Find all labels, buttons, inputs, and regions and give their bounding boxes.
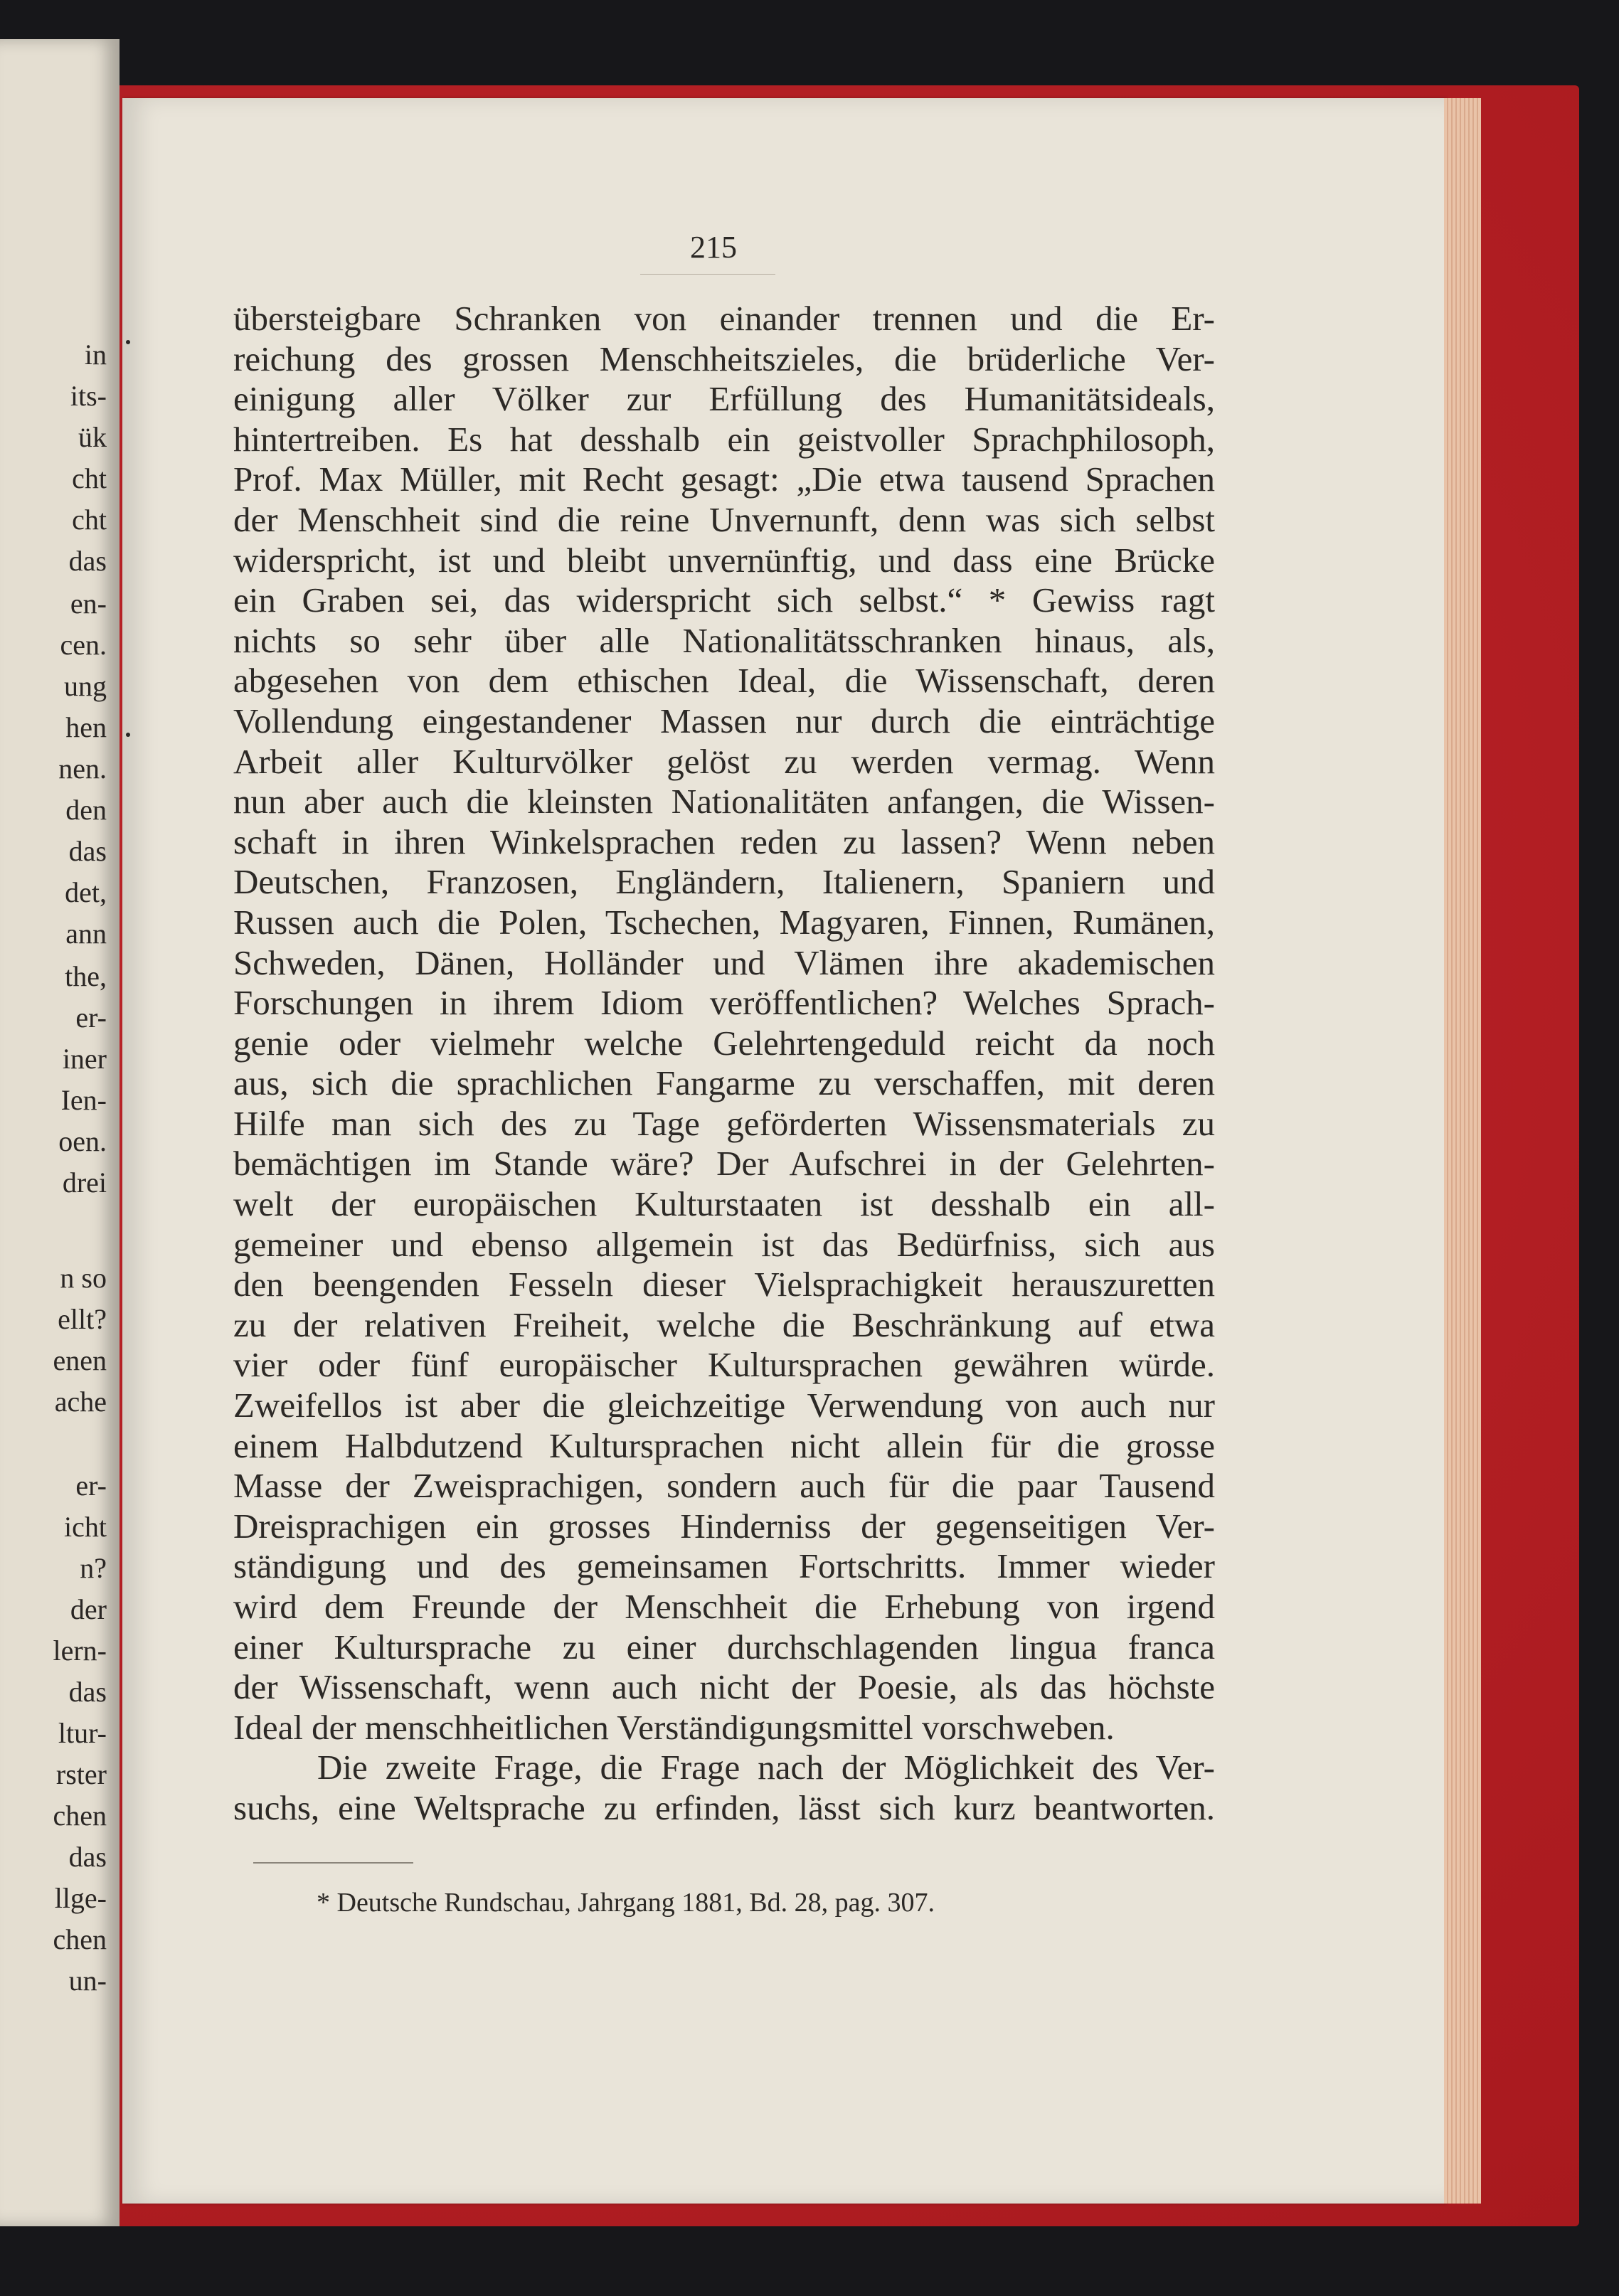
previous-page-fragment: den <box>65 794 107 826</box>
previous-page-fragment: das <box>68 835 107 867</box>
text-line: welt der europäischen Kulturstaaten ist desshalb ein all- <box>233 1184 1215 1224</box>
text-line: reichung des grossen Menschheitszieles, die brüderliche Ver- <box>233 339 1215 378</box>
previous-page-fragment: ltur- <box>58 1717 107 1749</box>
previous-page-fragment: das <box>68 1841 107 1873</box>
previous-page-fragment: llge- <box>54 1882 107 1914</box>
text-line: vier oder fünf europäischer Kultursprachen gewähren würde. <box>233 1345 1215 1385</box>
previous-page-fragment: hen <box>65 711 107 743</box>
text-line: gemeiner und ebenso allgemein ist das Bedürfniss, sich aus <box>233 1224 1215 1264</box>
previous-page-fragment: enen <box>53 1344 107 1376</box>
text-line: einem Halbdutzend Kultursprachen nicht allein für die grosse <box>233 1425 1215 1465</box>
text-line: einigung aller Völker zur Erfüllung des Humanitätsideals, <box>233 379 1215 419</box>
previous-page-edge <box>0 39 120 2226</box>
text-line: Zweifellos ist aber die gleichzeitige Verwendung von auch nur <box>233 1386 1215 1425</box>
previous-page-fragment: Ien- <box>60 1084 107 1116</box>
text-line: der Menschheit sind die reine Unvernunft, denn was sich selbst <box>233 499 1215 539</box>
text-line: Russen auch die Polen, Tschechen, Magyaren, Finnen, Rumänen, <box>233 902 1215 942</box>
previous-page-fragment: icht <box>64 1511 107 1543</box>
previous-page-fragment: ung <box>64 670 107 702</box>
previous-page-fragment: n so <box>60 1262 107 1294</box>
previous-page-fragment: n? <box>80 1552 107 1584</box>
text-line: Forschungen in ihrem Idiom veröffentlichen? Welches Sprach- <box>233 983 1215 1023</box>
text-line: aus, sich die sprachlichen Fangarme zu verschaffen, mit deren <box>233 1063 1215 1103</box>
text-line: Arbeit aller Kulturvölker gelöst zu werden vermag. Wenn <box>233 741 1215 781</box>
text-line: Masse der Zweisprachigen, sondern auch für die paar Tausend <box>233 1466 1215 1506</box>
text-line: Deutschen, Franzosen, Engländern, Italienern, Spaniern und <box>233 862 1215 902</box>
text-line: einer Kultursprache zu einer durchschlagenden lingua franca <box>233 1627 1215 1667</box>
body-paragraphs <box>233 299 1215 1829</box>
text-line: hintertreiben. Es hat desshalb ein geistvoller Sprachphilosoph, <box>233 419 1215 459</box>
text-line: Vollendung eingestandener Massen nur durch die einträchtige <box>233 701 1215 740</box>
previous-page-fragment: its- <box>70 380 107 412</box>
text-line: ein Graben sei, das widerspricht sich selbst.“ * Gewiss ragt <box>233 580 1215 620</box>
previous-page-fragment: der <box>70 1593 107 1625</box>
text-line: Prof. Max Müller, mit Recht gesagt: „Die etwa tausend Sprachen <box>233 459 1215 499</box>
previous-page-fragment: das <box>68 1676 107 1708</box>
previous-page-fragment: drei <box>62 1166 107 1199</box>
text-line: ständigung und des gemeinsamen Fortschritts. Immer wieder <box>233 1546 1215 1586</box>
previous-page-fragment: cht <box>72 504 107 536</box>
previous-page-fragment: das <box>68 545 107 577</box>
text-line: genie oder vielmehr welche Gelehrtengeduld reicht da noch <box>233 1023 1215 1063</box>
page-number: 215 <box>690 230 737 265</box>
previous-page-fragment: iner <box>62 1043 107 1075</box>
text-line: der Wissenschaft, wenn auch nicht der Poesie, als das höchste <box>233 1667 1215 1707</box>
previous-page-fragment: cen. <box>60 629 107 661</box>
text-line: Hilfe man sich des zu Tage geförderten Wissensmaterials zu <box>233 1103 1215 1143</box>
gutter-speck <box>126 733 130 737</box>
text-line: Die zweite Frage, die Frage nach der Möglichkeit des Ver- <box>317 1748 1215 1787</box>
previous-page-fragment: ann <box>65 918 107 950</box>
text-line: abgesehen von dem ethischen Ideal, die Wissenschaft, deren <box>233 661 1215 701</box>
text-line: widerspricht, ist und bleibt unvernünftig, und dass eine Brücke <box>233 540 1215 580</box>
previous-page-fragment: rster <box>55 1758 107 1790</box>
text-line: suchs, eine Weltsprache zu erfinden, lässt sich kurz beantworten. <box>233 1787 1215 1827</box>
previous-page-fragment: ük <box>78 421 107 453</box>
text-line: Ideal der menschheitlichen Verständigungsmittel vorschweben. <box>233 1707 1115 1747</box>
previous-page-fragment: er- <box>75 1469 107 1502</box>
text-line: den beengenden Fesseln dieser Vielsprachigkeit herauszuretten <box>233 1265 1215 1304</box>
page-block-edges <box>1444 98 1481 2204</box>
header-rule <box>640 274 775 275</box>
text-line: Dreisprachigen ein grosses Hinderniss der gegenseitigen Ver- <box>233 1506 1215 1546</box>
previous-page-fragment: det, <box>65 876 107 908</box>
text-line: übersteigbare Schranken von einander trennen und die Er- <box>233 299 1215 338</box>
previous-page-fragment: lern- <box>53 1635 107 1667</box>
previous-page-fragment: un- <box>68 1965 107 1997</box>
previous-page-fragment: chen <box>53 1923 107 1955</box>
text-line: Schweden, Dänen, Holländer und Vlämen ihre akademischen <box>233 942 1215 982</box>
previous-page-fragment: the, <box>65 960 107 992</box>
text-line: zu der relativen Freiheit, welche die Beschränkung auf etwa <box>233 1304 1215 1344</box>
previous-page-fragment: chen <box>53 1800 107 1832</box>
previous-page-fragment: oen. <box>58 1125 107 1157</box>
text-line: nichts so sehr über alle Nationalitätsschranken hinaus, als, <box>233 620 1215 660</box>
previous-page-fragment: ache <box>54 1386 107 1418</box>
previous-page-fragment: cht <box>72 462 107 494</box>
text-line: nun aber auch die kleinsten Nationalitäten anfangen, die Wissen- <box>233 782 1215 822</box>
footnote: * Deutsche Rundschau, Jahrgang 1881, Bd. 28, pag. 307. <box>317 1888 935 1918</box>
previous-page-fragment: nen. <box>58 753 107 785</box>
text-line: schaft in ihren Winkelsprachen reden zu lassen? Wenn neben <box>233 822 1215 861</box>
text-line: bemächtigen im Stande wäre? Der Aufschrei in der Gelehrten- <box>233 1144 1215 1184</box>
gutter-speck <box>126 340 130 344</box>
previous-page-fragment: ellt? <box>58 1303 107 1335</box>
text-line: wird dem Freunde der Menschheit die Erhebung von irgend <box>233 1587 1215 1626</box>
previous-page-fragment: en- <box>70 588 107 620</box>
previous-page-fragment: er- <box>75 1001 107 1033</box>
footnote-rule <box>253 1862 413 1864</box>
previous-page-fragment: in <box>84 339 107 371</box>
